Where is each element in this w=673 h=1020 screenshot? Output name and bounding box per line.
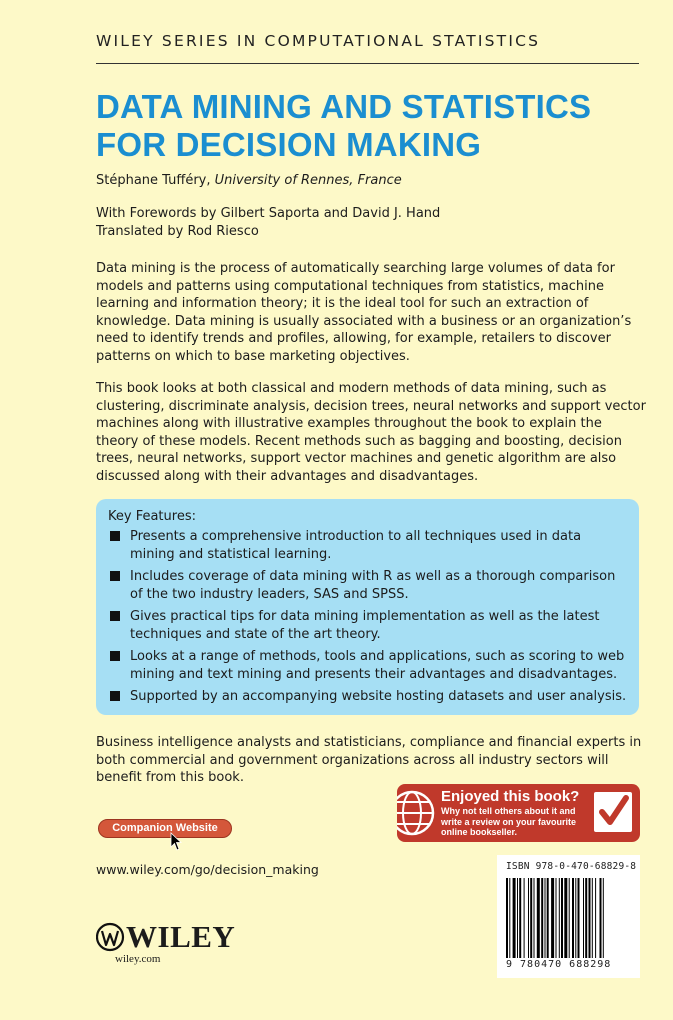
feature-text: Gives practical tips for data mining implementation as well as the latest techniques and state of the art theory. xyxy=(130,609,600,642)
barcode-bar xyxy=(556,878,557,958)
wiley-emblem-icon xyxy=(96,921,126,953)
feature-text: Includes coverage of data mining with R as well as a thorough comparison of the two industry leaders, SAS and SPSS. xyxy=(130,569,616,602)
square-bullet-icon xyxy=(110,571,120,581)
audience-paragraph: Business intelligence analysts and statisticians, compliance and financial experts in both commercial and government organizations across all industry sectors will benefit from this book. xyxy=(96,735,642,786)
barcode-bar xyxy=(534,878,535,958)
barcode-bar xyxy=(524,878,525,958)
pointer-cursor-icon xyxy=(170,832,184,852)
barcode-bar xyxy=(578,878,580,958)
author-name: Stéphane Tufféry, xyxy=(96,173,211,188)
barcode-bar xyxy=(561,878,563,958)
book-title-line-1: DATA MINING AND STATISTICS xyxy=(96,88,592,125)
square-bullet-icon xyxy=(110,611,120,621)
barcode-bar xyxy=(559,878,560,958)
feature-item xyxy=(108,568,627,603)
feature-text: Presents a comprehensive introduction to all techniques used in data mining and statistical learning. xyxy=(130,529,582,562)
barcode-bar xyxy=(541,878,543,958)
barcode-bar xyxy=(564,878,567,958)
key-features-list xyxy=(108,528,627,706)
feature-item xyxy=(108,648,627,683)
website-link[interactable]: www.wiley.com/go/decision_making xyxy=(96,862,319,877)
barcode-bar xyxy=(592,878,593,958)
isbn-barcode-block xyxy=(497,855,640,978)
review-banner-text: Why not tell others about it and write a review on your favourite online bookseller. xyxy=(441,806,577,837)
barcode-bar xyxy=(517,878,518,958)
barcode-bar xyxy=(569,878,570,958)
square-bullet-icon xyxy=(110,651,120,661)
barcode-bar xyxy=(545,878,546,958)
feature-item xyxy=(108,528,627,563)
key-features-title: Key Features: xyxy=(108,509,196,524)
barcode-bar xyxy=(519,878,521,958)
wiley-wordmark: WILEY xyxy=(126,919,236,954)
review-banner[interactable] xyxy=(397,784,640,842)
barcode-bar xyxy=(589,878,591,958)
barcode-bar xyxy=(513,878,516,958)
feature-item xyxy=(108,688,627,706)
description-paragraph-2: This book looks at both classical and modern methods of data mining, such as clustering, discriminate analysis, decision trees, neural networks and support vector machines along with illustrative examples throughout the book to explain the theory of these models. Recent methods such as bagging and boosting, decision trees, neural networks, support vector machines and genetic algorithm are also discussed along with their advantages and disadvantages. xyxy=(96,381,646,484)
barcode-bar xyxy=(509,878,510,958)
wiley-site: wiley.com xyxy=(115,953,161,965)
checkmark-icon xyxy=(594,792,632,832)
square-bullet-icon xyxy=(110,531,120,541)
translator-credit: Translated by Rod Riesco xyxy=(96,224,259,239)
key-features-box xyxy=(96,499,639,715)
barcode-bar xyxy=(530,878,532,958)
feature-text: Looks at a range of methods, tools and applications, such as scoring to web mining and text mining and presents their advantages and disadvantages. xyxy=(130,649,625,682)
barcode-bar xyxy=(506,878,508,958)
barcode-bar xyxy=(572,878,574,958)
isbn-label: ISBN 978-0-470-68829-8 xyxy=(506,861,637,872)
book-title-line-2: FOR DECISION MAKING xyxy=(96,126,482,163)
feature-text: Supported by an accompanying website hosting datasets and user analysis. xyxy=(130,689,627,704)
credits xyxy=(96,205,440,241)
barcode xyxy=(506,878,632,958)
forewords-credit: With Forewords by Gilbert Saporta and David J. Hand xyxy=(96,206,441,221)
barcode-bar xyxy=(551,878,554,958)
barcode-bar xyxy=(537,878,540,958)
series-title: WILEY SERIES IN COMPUTATIONAL STATISTICS xyxy=(96,32,541,50)
book-title xyxy=(96,88,636,164)
author-affiliation: University of Rennes, France xyxy=(214,173,402,188)
feature-item xyxy=(108,608,627,643)
barcode-bar xyxy=(528,878,529,958)
barcode-bar xyxy=(600,878,602,958)
barcode-bar xyxy=(547,878,549,958)
barcode-bar xyxy=(595,878,596,958)
square-bullet-icon xyxy=(110,691,120,701)
barcode-bar xyxy=(583,878,584,958)
review-banner-title: Enjoyed this book? xyxy=(441,788,580,805)
globe-icon xyxy=(397,790,435,836)
barcode-bar xyxy=(575,878,576,958)
companion-website-button[interactable]: Companion Website xyxy=(98,819,232,838)
barcode-digits: 9 780470 688298 xyxy=(506,959,612,970)
series-divider xyxy=(96,63,639,64)
author-line xyxy=(96,173,402,188)
barcode-bar xyxy=(585,878,587,958)
description-paragraph-1: Data mining is the process of automatically searching large volumes of data for models and patterns using computational techniques from statistics, machine learning and information theory; it is the ideal tool for such an extraction of knowledge. Data mining is usually associated with a business or an organization’s need to identify trends and profiles, allowing, for example, retailers to discover patterns on which to base marketing objectives. xyxy=(96,261,632,364)
barcode-bar xyxy=(603,878,604,958)
